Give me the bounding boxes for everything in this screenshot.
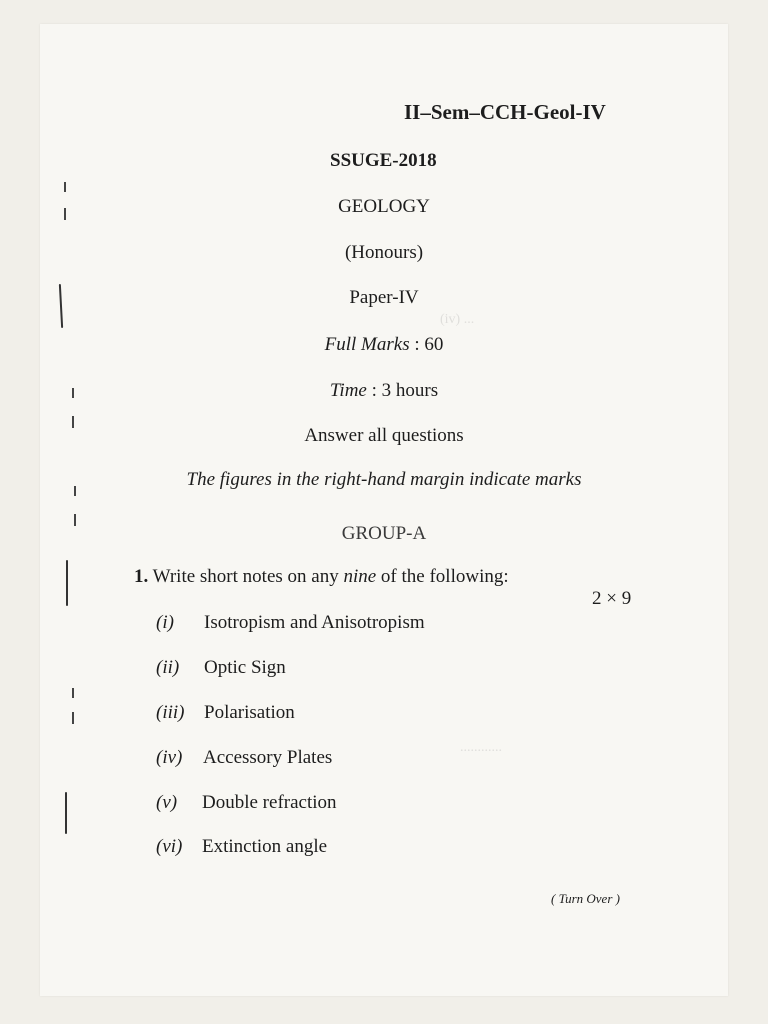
list-item <box>156 657 286 679</box>
subject-title: GEOLOGY <box>338 196 430 217</box>
question-emphasis: nine <box>343 566 377 587</box>
question-marks: 2 × 9 <box>592 588 632 609</box>
binding-mark <box>65 792 67 834</box>
instruction: Answer all questions <box>304 425 464 446</box>
margin-note: The figures in the right-hand margin indicate marks <box>186 469 582 490</box>
item-text: Double refraction <box>202 792 337 813</box>
exam-name: SSUGE-2018 <box>330 150 437 171</box>
bleed-through-text: ............ <box>460 740 502 755</box>
item-text: Isotropism and Anisotropism <box>204 612 425 633</box>
list-item <box>156 702 295 724</box>
item-text: Accessory Plates <box>203 747 333 768</box>
question-text-before: Write short notes on any <box>152 566 339 587</box>
binding-mark <box>66 560 68 606</box>
bleed-through-text: (iv) ... <box>440 312 475 327</box>
subject-level: (Honours) <box>344 242 424 263</box>
turn-over-note: ( Turn Over ) <box>551 891 620 906</box>
item-number: (i) <box>156 612 174 633</box>
exam-time <box>0 380 768 402</box>
list-item <box>156 612 425 634</box>
item-number: (ii) <box>156 657 180 678</box>
item-text: Optic Sign <box>204 657 286 678</box>
binding-mark <box>64 182 66 192</box>
item-number: (vi) <box>156 836 183 857</box>
time-label: Time <box>329 380 367 401</box>
full-marks-value: : 60 <box>414 334 444 355</box>
binding-mark <box>72 712 74 724</box>
binding-mark <box>72 688 74 698</box>
item-number: (iii) <box>156 702 185 723</box>
full-marks <box>0 334 768 356</box>
question-number: 1. <box>134 566 149 587</box>
full-marks-label: Full Marks <box>324 334 410 355</box>
group-title: GROUP-A <box>341 523 427 544</box>
item-number: (iv) <box>156 747 183 768</box>
question-1 <box>134 566 509 588</box>
question-text-after: of the following: <box>380 566 509 587</box>
item-text: Polarisation <box>204 702 295 723</box>
list-item <box>156 792 337 814</box>
item-text: Extinction angle <box>202 836 328 857</box>
list-item <box>156 747 332 769</box>
course-code: II–Sem–CCH-Geol-IV <box>404 100 606 124</box>
paper-number: Paper-IV <box>349 287 419 308</box>
time-value: : 3 hours <box>371 380 439 401</box>
item-number: (v) <box>156 792 178 813</box>
list-item <box>156 836 327 858</box>
